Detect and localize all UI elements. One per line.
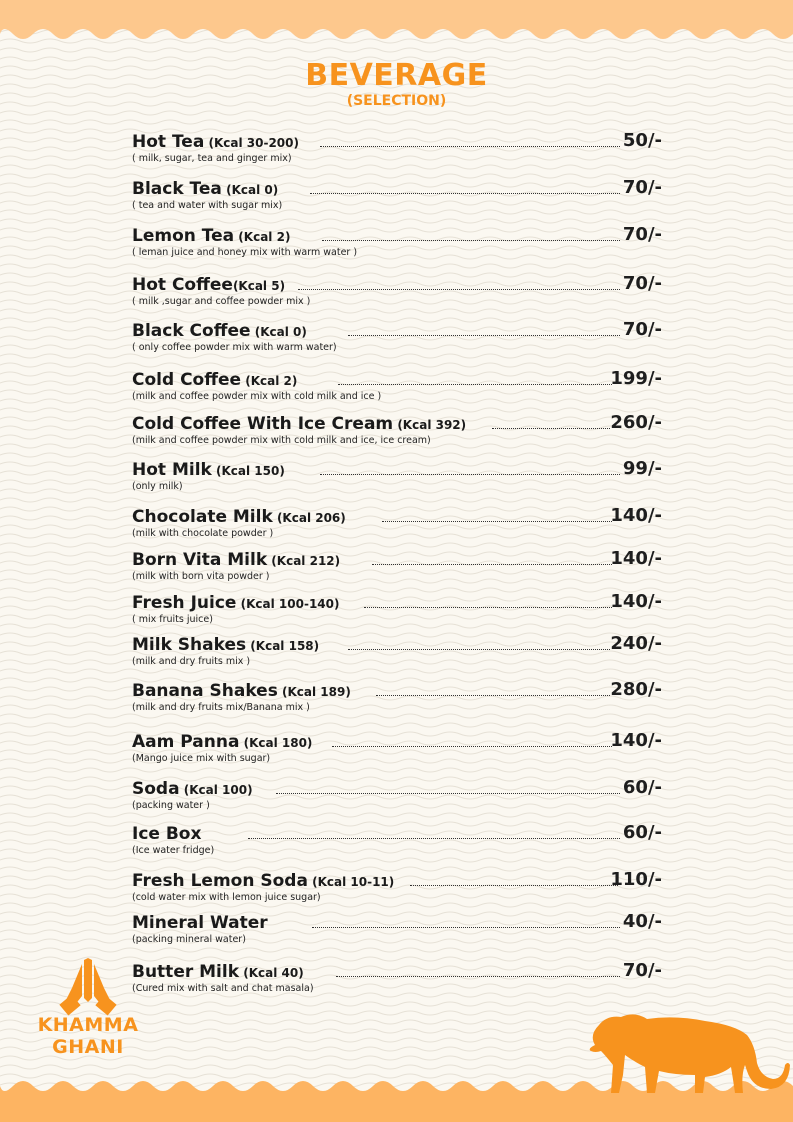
item-kcal: (Kcal 392) [393,418,467,432]
tiger-silhouette-icon [585,1005,790,1097]
menu-item-price: 99/- [622,458,662,479]
menu-item [132,635,664,675]
leader-dots [310,193,620,194]
item-kcal: (Kcal 150) [211,464,285,478]
menu-item-description: (milk with chocolate powder ) [132,528,274,539]
menu-item-name [132,179,278,199]
menu-item-line [132,370,664,392]
menu-item [132,732,664,772]
menu-item-description: (Mango juice mix with sugar) [132,753,271,764]
menu-item [132,593,664,633]
menu-item-name [132,913,268,933]
leader-dots [320,146,620,147]
leader-dots [298,289,620,290]
leader-dots [492,428,610,429]
leader-dots [276,793,620,794]
menu-item-description: (milk and coffee powder mix with cold milk and ice, ice cream) [132,435,431,446]
item-name-text: Butter Milk [132,962,240,982]
item-kcal: (Kcal 0) [250,325,307,339]
menu-item-line [132,226,664,248]
item-name-text: Hot Milk [132,460,212,480]
menu-item-description: (milk and dry fruits mix/Banana mix ) [132,702,310,713]
menu-subtitle: (SELECTION) [346,93,447,109]
menu-item-line [132,321,664,343]
menu-item-line [132,962,664,984]
item-name-text: Fresh Lemon Soda [132,871,308,891]
item-kcal: (Kcal 40) [239,966,304,980]
menu-title: BEVERAGE [305,58,488,93]
item-name-text: Born Vita Milk [132,550,268,570]
item-name-text: Hot Coffee [132,275,233,295]
menu-item-name [132,871,394,891]
menu-item [132,507,664,547]
item-kcal: (Kcal 5) [232,279,286,293]
menu-item-line [132,275,664,297]
item-name-text: Cold Coffee [132,370,242,390]
menu-item [132,132,664,172]
menu-item-description: (milk and dry fruits mix ) [132,656,251,667]
menu-item-price: 260/- [610,412,662,433]
brand-name-line2: GHANI [52,1036,124,1058]
menu-item-description: (milk with born vita powder ) [132,571,270,582]
menu-item-description: (cold water mix with lemon juice sugar) [132,892,321,903]
menu-item-price: 60/- [622,822,662,843]
leader-dots [348,335,620,336]
menu-item-price: 280/- [610,679,662,700]
menu-item [132,681,664,721]
item-name-text: Mineral Water [132,913,268,933]
menu-item-price: 140/- [610,505,662,526]
menu-item [132,550,664,590]
menu-item-name [132,779,253,799]
item-name-text: Ice Box [132,824,202,844]
menu-item-price: 140/- [610,548,662,569]
item-kcal: (Kcal 100-140) [236,597,340,611]
item-name-text: Fresh Juice [132,593,237,613]
menu-item [132,460,664,500]
item-kcal: (Kcal 206) [272,511,346,525]
menu-item-name [132,550,340,570]
menu-item [132,414,664,454]
item-kcal: (Kcal 0) [221,183,279,197]
item-kcal: (Kcal 180) [239,736,313,750]
item-name-text: Cold Coffee With Ice Cream [132,414,394,434]
menu-item-line [132,871,664,893]
menu-item-description: ( leman juice and honey mix with warm water ) [132,247,358,258]
item-name-text: Milk Shakes [132,635,247,655]
menu-item-description: (milk and coffee powder mix with cold milk and ice ) [132,391,382,402]
menu-item-name [132,321,307,341]
menu-item-description: ( only coffee powder mix with warm water) [132,342,337,353]
item-name-text: Black Tea [132,179,222,199]
menu-item-line [132,779,664,801]
menu-item-line [132,732,664,754]
menu-item [132,871,664,911]
leader-dots [248,838,620,839]
menu-item-name [132,635,319,655]
menu-item-line [132,507,664,529]
menu-item-price: 70/- [622,177,662,198]
item-kcal: (Kcal 100) [179,783,253,797]
leader-dots [332,746,612,747]
menu-item-line [132,593,664,615]
menu-item-description: ( tea and water with sugar mix) [132,200,283,211]
menu-item-description: ( mix fruits juice) [132,614,213,625]
menu-item [132,913,664,953]
leader-dots [338,384,612,385]
menu-item [132,226,664,266]
menu-item-price: 40/- [622,911,662,932]
item-kcal: (Kcal 10-11) [307,875,395,889]
menu-item-price: 50/- [622,130,662,151]
item-name-text: Banana Shakes [132,681,278,701]
item-name-text: Hot Tea [132,132,205,152]
item-kcal: (Kcal 189) [277,685,351,699]
item-name-text: Aam Panna [132,732,240,752]
menu-item-description: (Ice water fridge) [132,845,215,856]
leader-dots [312,927,620,928]
item-name-text: Chocolate Milk [132,507,273,527]
leader-dots [364,607,612,608]
item-name-text: Black Coffee [132,321,251,341]
menu-item-name [132,824,201,844]
menu-item-description: (only milk) [132,481,183,492]
menu-item-name [132,681,351,701]
menu-item-description: ( milk, sugar, tea and ginger mix) [132,153,292,164]
menu-item-line [132,913,664,935]
menu-item-name [132,275,285,295]
leader-dots [320,474,620,475]
menu-item-line [132,681,664,703]
menu-item-price: 110/- [610,869,662,890]
menu-item-name [132,226,290,246]
menu-item-name [132,132,299,152]
menu-item-price: 70/- [622,224,662,245]
leader-dots [336,976,620,977]
item-kcal: (Kcal 158) [246,639,320,653]
menu-item [132,824,664,864]
menu-item-description: (packing water ) [132,800,210,811]
menu-item-description: (packing mineral water) [132,934,246,945]
menu-item-description: (Cured mix with salt and chat masala) [132,983,314,994]
leader-dots [372,564,612,565]
menu-item [132,779,664,819]
menu-item [132,321,664,361]
menu-item-name [132,370,297,390]
menu-item-price: 140/- [610,591,662,612]
item-kcal: (Kcal 30-200) [204,136,299,150]
menu-item-line [132,132,664,154]
menu-item-line [132,414,664,436]
menu-item-price: 140/- [610,730,662,751]
item-kcal: (Kcal 212) [267,554,341,568]
menu-item-name [132,962,304,982]
menu-item-price: 60/- [622,777,662,798]
menu-item-description: ( milk ,sugar and coffee powder mix ) [132,296,311,307]
menu-item [132,962,664,1002]
leader-dots [410,885,618,886]
top-decorative-band [0,0,793,60]
menu-item-line [132,550,664,572]
menu-item-price: 70/- [622,273,662,294]
leader-dots [322,240,620,241]
menu-item [132,275,664,315]
menu-item-name [132,414,466,434]
leader-dots [348,649,610,650]
item-kcal: (Kcal 2) [241,374,298,388]
item-kcal: (Kcal 2) [234,230,291,244]
menu-item-price: 70/- [622,319,662,340]
menu-item [132,370,664,410]
leader-dots [382,521,612,522]
menu-item-price: 240/- [610,633,662,654]
menu-item [132,179,664,219]
leader-dots [376,695,610,696]
menu-item-name [132,507,346,527]
menu-item-name [132,732,312,752]
brand-name-line1: KHAMMA [37,1014,139,1036]
menu-item-line [132,460,664,482]
menu-item-name [132,593,339,613]
menu-item-line [132,635,664,657]
menu-item-name [132,460,285,480]
menu-item-price: 199/- [610,368,662,389]
menu-item-line [132,179,664,201]
item-name-text: Lemon Tea [132,226,235,246]
item-name-text: Soda [132,779,180,799]
menu-item-line [132,824,664,846]
menu-item-price: 70/- [622,960,662,981]
